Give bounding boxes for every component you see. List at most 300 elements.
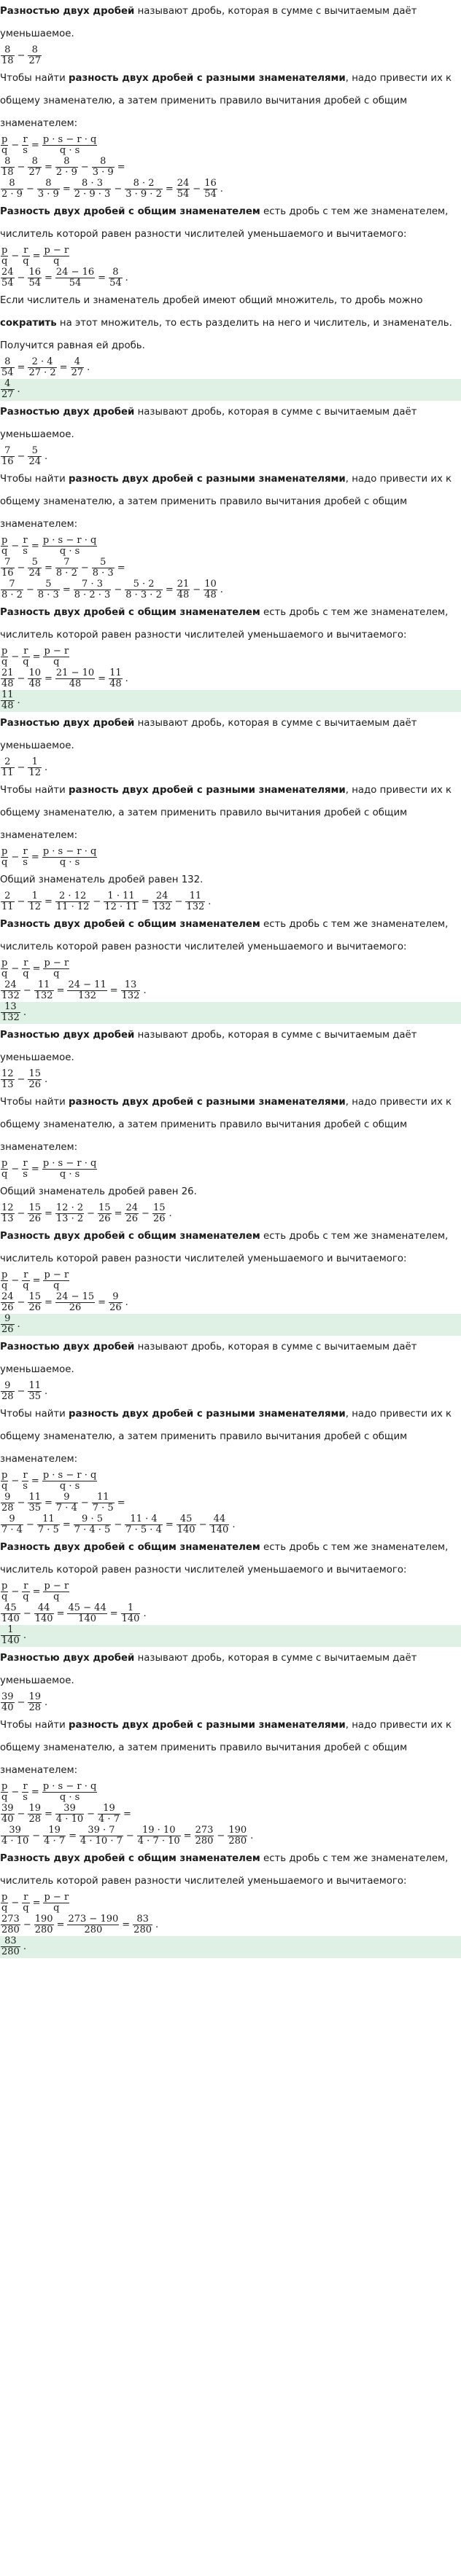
numerator: 45 − 44 xyxy=(68,1603,106,1613)
operator: . xyxy=(250,1830,254,1841)
solution-step xyxy=(0,357,461,379)
problem-section-5 xyxy=(0,1336,461,1647)
definition-term: Разностью двух дробей xyxy=(0,407,135,418)
numerator: p − r xyxy=(44,1270,69,1280)
operator: = xyxy=(117,562,125,573)
operator: . xyxy=(44,450,48,462)
numerator: p xyxy=(1,1581,8,1592)
numerator: 83 xyxy=(133,1914,152,1925)
denominator: 280 xyxy=(1,1925,20,1935)
fraction xyxy=(22,1159,28,1180)
operator: = xyxy=(44,272,53,283)
denominator: s xyxy=(23,1792,28,1803)
fraction xyxy=(1,1692,15,1713)
numerator: 9 xyxy=(1,1314,15,1325)
denominator: 24 xyxy=(28,568,41,579)
general-difference-formula xyxy=(0,135,461,157)
operator: = xyxy=(117,161,125,173)
operator: = xyxy=(44,1808,53,1820)
numerator: p xyxy=(1,646,8,657)
denominator: 7 · 4 · 5 xyxy=(74,1524,111,1535)
definition-paragraph xyxy=(0,1336,461,1381)
operator: = xyxy=(123,1808,131,1820)
rule-text: , надо привести их к общему знаменателю, а затем применить правило вычитания дробей с общим знаменателем: xyxy=(0,73,452,129)
fraction xyxy=(28,1692,42,1713)
denominator: q · s xyxy=(59,1481,80,1492)
fraction xyxy=(22,958,29,979)
denominator: 7 · 4 xyxy=(55,1503,77,1514)
fraction xyxy=(43,1825,66,1847)
fraction xyxy=(1,536,8,557)
rule-different-denominators xyxy=(0,779,461,847)
denominator: 26 xyxy=(125,1213,139,1224)
common-denominator-paragraph xyxy=(0,869,461,891)
fraction xyxy=(177,1514,196,1535)
numerator: 2 xyxy=(1,891,15,902)
solution-step xyxy=(0,1514,461,1536)
numerator: p · s − r · q xyxy=(42,1471,97,1481)
operator: − xyxy=(17,1696,26,1708)
numerator: 7 xyxy=(1,579,23,590)
fraction xyxy=(28,891,42,912)
fraction xyxy=(1,557,15,579)
answer-block xyxy=(0,1625,461,1647)
fraction xyxy=(1,980,20,1001)
fraction xyxy=(1,1782,8,1803)
numerator: 11 xyxy=(28,1381,41,1391)
operator: − xyxy=(80,1497,89,1508)
fraction xyxy=(42,135,97,156)
rule-term: разность двух дробей с разными знаменателями xyxy=(69,1097,346,1108)
numerator: 45 xyxy=(1,1603,20,1614)
denominator: 28 xyxy=(1,1391,14,1402)
fraction xyxy=(92,1492,115,1514)
operator: − xyxy=(17,450,26,462)
fraction xyxy=(1,646,8,668)
operator: = xyxy=(44,1497,53,1508)
fraction xyxy=(55,668,95,689)
operator: − xyxy=(114,183,123,195)
denominator: 27 xyxy=(28,55,41,66)
operator: − xyxy=(17,161,26,173)
operator: . xyxy=(17,383,20,395)
denominator: 132 xyxy=(34,990,53,1001)
definition-term: Разностью двух дробей xyxy=(0,1653,135,1664)
fraction xyxy=(1,357,15,378)
operator: − xyxy=(11,1163,20,1175)
numerator: 11 xyxy=(92,1492,115,1503)
solution-step xyxy=(0,1914,461,1936)
operator: . xyxy=(44,762,48,773)
denominator: q xyxy=(53,657,60,668)
fraction xyxy=(22,135,28,156)
denominator: 54 xyxy=(177,189,190,200)
fraction xyxy=(55,891,90,912)
numerator: 24 xyxy=(1,980,20,991)
solution-step xyxy=(0,267,461,289)
fraction xyxy=(1,1159,8,1180)
operator: = xyxy=(165,584,174,595)
operator: − xyxy=(17,1497,26,1508)
reduce-text: на этот множитель, то есть разделить на него и числитель, и знаменатель. Получится равная ей дробь. xyxy=(0,318,452,351)
operator: − xyxy=(11,1897,20,1908)
rule-text: Чтобы найти xyxy=(0,1720,69,1731)
rule-different-denominators xyxy=(0,67,461,135)
rule-text: Чтобы найти xyxy=(0,474,69,485)
numerator: 24 xyxy=(152,891,172,902)
operator: = xyxy=(56,984,65,996)
numerator: 10 xyxy=(28,668,41,678)
solution-step xyxy=(0,668,461,690)
rule-term: разность двух дробей с разными знаменателями xyxy=(69,73,346,84)
rule-different-denominators xyxy=(0,1714,461,1782)
numerator: 12 xyxy=(1,1203,14,1213)
denominator: 24 xyxy=(28,456,41,467)
rule-term: разность двух дробей с разными знаменателями xyxy=(69,1409,346,1420)
numerator: r xyxy=(23,1782,28,1792)
fraction xyxy=(1,1069,15,1090)
numerator: 24 xyxy=(1,1292,14,1302)
numerator: r xyxy=(23,1159,28,1169)
fraction xyxy=(28,1381,42,1402)
fraction xyxy=(67,980,106,1001)
numerator: 19 xyxy=(43,1825,66,1836)
denominator: 140 xyxy=(34,1613,53,1624)
solution-step xyxy=(0,157,461,179)
answer-expression xyxy=(0,379,461,401)
numerator: 11 · 4 xyxy=(125,1514,163,1525)
fraction xyxy=(109,267,123,289)
general-common-formula xyxy=(0,958,461,980)
rule-text: Чтобы найти xyxy=(0,785,69,796)
solution-step xyxy=(0,1603,461,1625)
operator: − xyxy=(17,673,26,684)
problem-section-1 xyxy=(0,0,461,401)
operator: = xyxy=(32,963,41,974)
operator: = xyxy=(183,1830,192,1841)
fraction xyxy=(22,1471,28,1492)
general-difference-formula xyxy=(0,1159,461,1181)
denominator: 2 · 9 xyxy=(55,167,77,178)
rule-term: Разность двух дробей с общим знаменателем xyxy=(0,607,260,618)
fraction xyxy=(22,536,28,557)
denominator: 8 · 2 xyxy=(1,590,23,600)
reduce-paragraph xyxy=(0,289,461,357)
numerator: r xyxy=(22,246,29,257)
fraction xyxy=(22,1270,29,1291)
denominator: 26 xyxy=(28,1079,41,1090)
numerator: 5 xyxy=(28,446,42,457)
operator: − xyxy=(11,651,20,662)
numerator: 10 xyxy=(204,579,217,590)
operator: = xyxy=(31,851,39,863)
operator: − xyxy=(114,584,123,595)
operator: = xyxy=(165,1519,174,1530)
general-common-formula xyxy=(0,1581,461,1603)
denominator: 16 xyxy=(1,456,14,467)
operator: − xyxy=(93,896,101,907)
numerator: 1 xyxy=(28,757,42,768)
rule-text: есть дробь с тем же знаменателем, числитель которой равен разности числителей уменьшаемого и вычитаемого: xyxy=(0,1853,449,1887)
denominator: q xyxy=(23,1903,29,1914)
operator: − xyxy=(87,1808,96,1820)
denominator: q xyxy=(23,657,29,668)
denominator: 26 xyxy=(28,1302,41,1313)
rule-text: есть дробь с тем же знаменателем, числитель которой равен разности числителей уменьшаемого и вычитаемого: xyxy=(0,1231,449,1264)
fraction xyxy=(1,1270,8,1291)
operator: = xyxy=(56,1919,65,1930)
operator: = xyxy=(31,1475,39,1487)
denominator: 26 xyxy=(109,1302,122,1313)
fraction xyxy=(55,1492,78,1514)
operator: − xyxy=(23,984,31,996)
operator: = xyxy=(44,161,53,173)
operator: . xyxy=(143,984,147,996)
denominator: 26 xyxy=(1,1302,14,1313)
fraction xyxy=(1,847,8,868)
numerator: 45 xyxy=(177,1514,196,1525)
numerator: 15 xyxy=(28,1292,41,1302)
numerator: p xyxy=(1,1471,8,1481)
fraction xyxy=(1,1825,29,1847)
denominator: q · s xyxy=(59,1792,80,1803)
fraction xyxy=(92,557,115,579)
denominator: 2 · 9 xyxy=(1,189,23,200)
operator: . xyxy=(125,1296,128,1308)
answer-expression xyxy=(0,1002,461,1024)
operator: − xyxy=(17,1808,26,1820)
operator: = xyxy=(44,896,53,907)
denominator: 4 · 10 · 7 xyxy=(80,1836,123,1847)
denominator: 28 xyxy=(28,1814,41,1825)
denominator: q xyxy=(53,1903,60,1914)
numerator: 39 · 7 xyxy=(80,1825,123,1836)
rule-term: разность двух дробей с разными знаменателями xyxy=(69,1720,346,1731)
numerator: 21 xyxy=(1,668,14,678)
definition-term: Разностью двух дробей xyxy=(0,718,135,729)
denominator: 28 xyxy=(1,1503,14,1514)
denominator: 3 · 9 xyxy=(92,167,114,178)
numerator: p xyxy=(1,847,8,857)
operator: = xyxy=(98,1296,106,1308)
numerator: 8 · 3 xyxy=(74,179,112,189)
numerator: r xyxy=(22,1270,29,1281)
denominator: 54 xyxy=(204,189,217,200)
general-common-formula xyxy=(0,1892,461,1914)
denominator: 18 xyxy=(1,167,14,178)
fraction xyxy=(34,980,54,1001)
denominator: 35 xyxy=(28,1503,41,1514)
denominator: 16 xyxy=(1,568,14,579)
numerator: 11 xyxy=(34,980,54,991)
fraction xyxy=(98,1804,120,1825)
denominator: s xyxy=(23,1481,28,1492)
denominator: 27 xyxy=(71,367,84,378)
operator: . xyxy=(23,1629,26,1641)
denominator: 27 xyxy=(1,389,14,400)
solution-step xyxy=(0,579,461,601)
fraction xyxy=(37,1514,60,1535)
operator: − xyxy=(17,1073,26,1085)
operator: − xyxy=(193,183,201,195)
rule-common-denominator xyxy=(0,1847,461,1892)
fraction xyxy=(1,1914,20,1935)
solution-step xyxy=(0,891,461,913)
fraction xyxy=(195,1825,214,1847)
answer-expression xyxy=(0,690,461,712)
operator: = xyxy=(32,1275,41,1286)
numerator: 1 xyxy=(28,891,42,902)
denominator: 35 xyxy=(28,1391,41,1402)
numerator: 5 xyxy=(92,557,115,568)
rule-common-denominator xyxy=(0,1536,461,1581)
rule-term: Разность двух дробей с общим знаменателем xyxy=(0,1853,260,1864)
operator: − xyxy=(32,1830,41,1841)
fraction xyxy=(74,579,112,600)
definition-paragraph xyxy=(0,0,461,45)
denominator: q xyxy=(1,1280,8,1291)
fraction xyxy=(152,891,172,912)
denominator: 140 xyxy=(1,1635,20,1646)
denominator: 132 xyxy=(1,1012,20,1023)
numerator: r xyxy=(22,958,29,969)
fraction xyxy=(209,1514,229,1535)
numerator: p − r xyxy=(44,1892,69,1903)
operator: = xyxy=(44,673,53,684)
fraction xyxy=(125,1203,139,1224)
numerator: 39 xyxy=(1,1825,29,1836)
denominator: 4 · 7 xyxy=(98,1814,120,1825)
operator: . xyxy=(87,361,90,373)
operator: = xyxy=(56,1608,65,1619)
fraction xyxy=(28,668,42,689)
answer-block xyxy=(0,379,461,401)
numerator: 12 xyxy=(1,1069,14,1079)
definition-paragraph xyxy=(0,401,461,446)
numerator: p − r xyxy=(44,246,69,256)
numerator: 9 xyxy=(1,1492,15,1503)
fraction xyxy=(1,246,8,267)
fraction xyxy=(55,1203,84,1224)
fraction xyxy=(71,357,85,378)
fraction xyxy=(125,179,163,200)
operator: = xyxy=(32,1586,41,1597)
operator: − xyxy=(26,1519,34,1530)
definition-term: Разностью двух дробей xyxy=(0,6,135,17)
denominator: 132 xyxy=(121,990,140,1001)
fraction xyxy=(80,1825,123,1847)
fraction xyxy=(22,847,28,868)
rule-text: Чтобы найти xyxy=(0,73,69,84)
numerator: 273 xyxy=(195,1825,214,1836)
denominator: 132 xyxy=(1,990,20,1001)
fraction xyxy=(1,179,23,200)
operator: − xyxy=(80,562,89,573)
denominator: q xyxy=(23,968,29,979)
operator: − xyxy=(23,1608,31,1619)
operator: . xyxy=(143,1608,147,1619)
common-denominator-note: Общий знаменатель дробей равен 26. xyxy=(0,1186,197,1197)
answer-block xyxy=(0,1936,461,1958)
operator: = xyxy=(62,183,71,195)
fraction xyxy=(1,1492,15,1514)
fraction xyxy=(28,446,42,467)
definition-text: называют дробь, которая в сумме с вычитаемым даёт уменьшаемое. xyxy=(0,1342,417,1375)
denominator: q xyxy=(53,1592,60,1602)
general-difference-formula xyxy=(0,1471,461,1492)
answer-block xyxy=(0,1002,461,1024)
numerator: 15 xyxy=(152,1203,166,1213)
denominator: 27 xyxy=(28,167,41,178)
denominator: 3 · 9 xyxy=(37,189,59,200)
general-common-formula xyxy=(0,646,461,668)
fraction xyxy=(42,1159,97,1180)
fraction xyxy=(28,757,42,778)
operator: = xyxy=(32,250,41,262)
denominator: 48 xyxy=(177,590,190,600)
numerator: 2 · 4 xyxy=(28,357,56,368)
answer-expression xyxy=(0,1936,461,1958)
denominator: q · s xyxy=(59,857,80,868)
numerator: 15 xyxy=(28,1069,41,1079)
numerator: p xyxy=(1,1159,8,1169)
operator: − xyxy=(125,1830,134,1841)
fraction xyxy=(43,958,69,979)
numerator: 1 · 11 xyxy=(104,891,138,902)
solution-step xyxy=(0,179,461,200)
denominator: q xyxy=(1,1169,8,1180)
definition-term: Разностью двух дробей xyxy=(0,1342,135,1352)
fraction xyxy=(152,1203,166,1224)
general-difference-formula xyxy=(0,1782,461,1804)
fraction xyxy=(133,1914,152,1935)
fraction xyxy=(55,1292,95,1313)
fraction xyxy=(1,1381,15,1402)
operator: = xyxy=(98,272,106,283)
numerator: 7 · 3 xyxy=(74,579,112,590)
numerator: 190 xyxy=(34,1914,53,1925)
fraction xyxy=(43,1270,69,1291)
operator: − xyxy=(11,963,20,974)
rule-text: , надо привести их к общему знаменателю, а затем применить правило вычитания дробей с общим знаменателем: xyxy=(0,1097,452,1153)
denominator: 140 xyxy=(121,1613,140,1624)
numerator: 1 xyxy=(1,1625,20,1636)
denominator: 54 xyxy=(28,278,41,289)
definition-text: называют дробь, которая в сумме с вычитаемым даёт уменьшаемое. xyxy=(0,718,417,751)
denominator: 54 xyxy=(109,278,122,289)
numerator: 190 xyxy=(228,1825,247,1836)
fraction xyxy=(1,379,15,400)
denominator: 8 · 3 · 2 xyxy=(125,590,162,600)
numerator: p xyxy=(1,135,8,145)
operator: − xyxy=(17,896,26,907)
rule-term: разность двух дробей с разными знаменателями xyxy=(69,474,346,485)
numerator: 15 xyxy=(28,1203,41,1213)
numerator: 4 xyxy=(71,357,85,368)
numerator: 11 xyxy=(109,668,122,678)
fraction xyxy=(1,579,23,600)
rule-term: Разность двух дробей с общим знаменателем xyxy=(0,919,260,930)
fraction xyxy=(1,1514,23,1535)
denominator: 13 xyxy=(1,1079,14,1090)
definition-paragraph xyxy=(0,1024,461,1069)
denominator: 280 xyxy=(84,1925,103,1935)
numerator: 273 xyxy=(1,1914,20,1925)
fraction xyxy=(22,246,29,267)
rule-text: есть дробь с тем же знаменателем, числитель которой равен разности числителей уменьшаемого и вычитаемого: xyxy=(0,206,449,240)
rule-text: есть дробь с тем же знаменателем, числитель которой равен разности числителей уменьшаемого и вычитаемого: xyxy=(0,919,449,952)
definition-text: называют дробь, которая в сумме с вычитаемым даёт уменьшаемое. xyxy=(0,6,417,39)
